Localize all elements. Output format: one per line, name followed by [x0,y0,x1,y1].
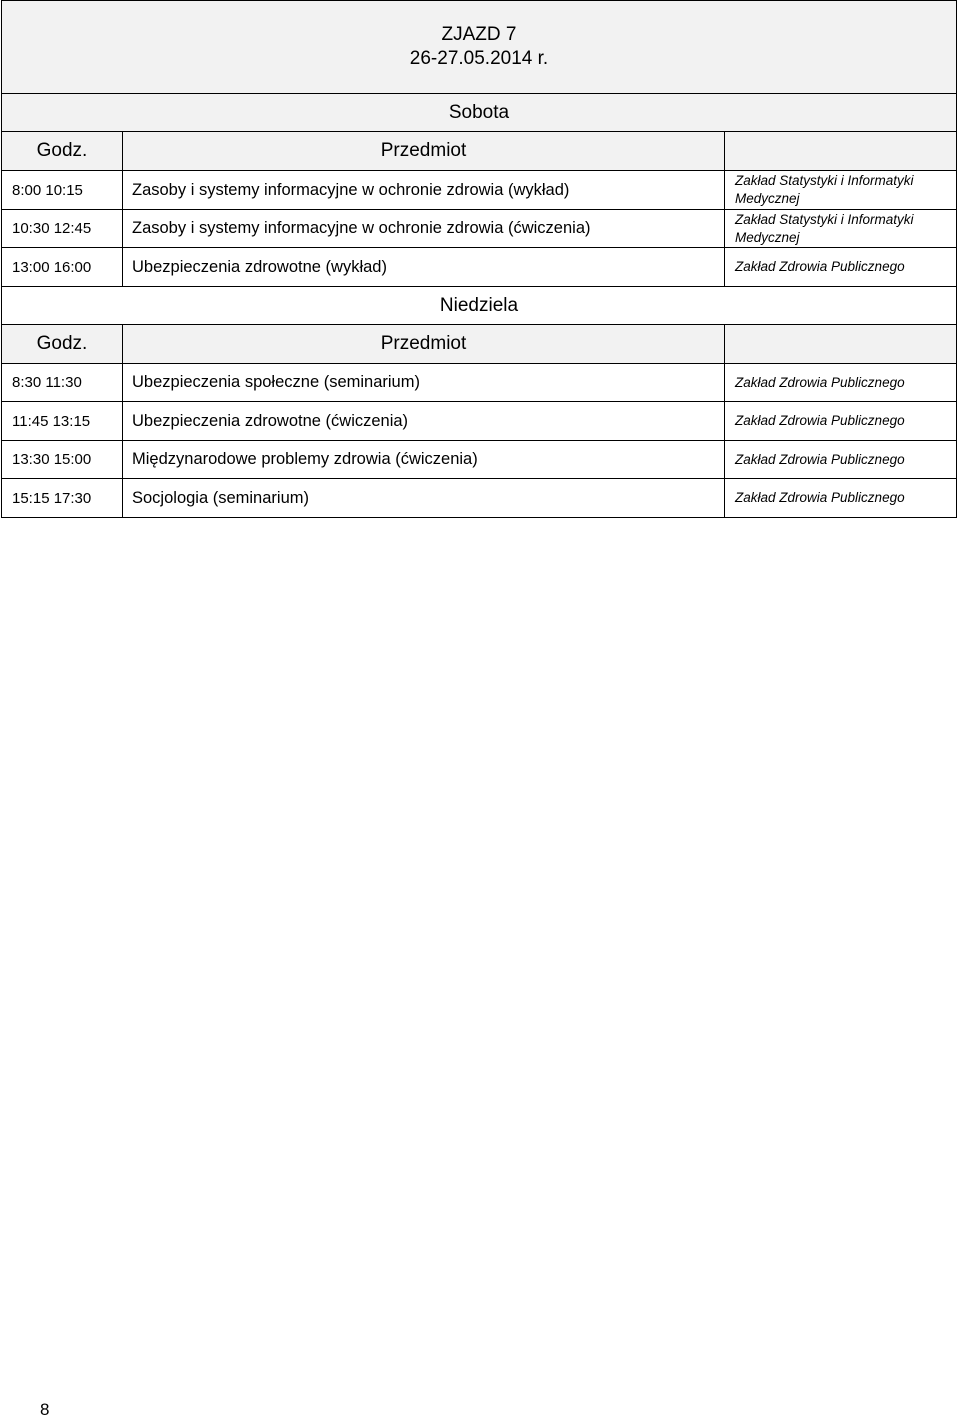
day-heading-saturday: Sobota [2,94,956,132]
row-dept: Zakład Zdrowia Publicznego [735,259,905,274]
schedule-table [1,0,957,518]
row-time: 13:30 15:00 [2,441,123,478]
column-header-dept [725,325,956,363]
row-subject: Zasoby i systemy informacyjne w ochronie zdrowia (ćwiczenia) [123,210,725,247]
table-row [2,479,956,517]
table-row [2,210,956,248]
page-number: 8 [40,1400,50,1419]
table-row [2,248,956,287]
schedule-title [2,1,956,94]
row-subject: Socjologia (seminarium) [123,479,725,517]
row-time: 11:45 13:15 [2,402,123,440]
column-header-subject: Przedmiot [123,132,725,170]
table-row [2,402,956,441]
row-dept: Zakład Zdrowia Publicznego [735,413,905,428]
title-line-1: ZJAZD 7 [441,24,517,45]
row-time: 8:30 11:30 [2,364,123,401]
row-dept: Zakład Zdrowia Publicznego [735,490,905,505]
table-row [2,364,956,402]
row-dept: Zakład Zdrowia Publicznego [735,374,905,390]
row-subject: Ubezpieczenia zdrowotne (wykład) [123,248,725,286]
row-dept: Zakład Zdrowia Publicznego [735,451,905,467]
row-time: 8:00 10:15 [2,171,123,209]
row-subject: Zasoby i systemy informacyjne w ochronie zdrowia (wykład) [123,171,725,209]
table-row [2,441,956,479]
row-time: 15:15 17:30 [2,479,123,517]
row-dept: Zakład Statystyki i Informatyki Medycznej [735,211,914,245]
column-header-row [2,325,956,364]
column-header-dept [725,132,956,170]
row-subject: Ubezpieczenia społeczne (seminarium) [123,364,725,401]
row-subject: Ubezpieczenia zdrowotne (ćwiczenia) [123,402,725,440]
row-subject: Międzynarodowe problemy zdrowia (ćwiczenia) [123,441,725,478]
title-line-2: 26-27.05.2014 r. [409,48,549,69]
column-header-subject: Przedmiot [123,325,725,363]
column-header-time: Godz. [2,325,123,363]
table-row [2,171,956,210]
row-dept: Zakład Statystyki i Informatyki Medycznej [735,173,914,206]
row-time: 13:00 16:00 [2,248,123,286]
column-header-row [2,132,956,171]
row-time: 10:30 12:45 [2,210,123,247]
day-heading-sunday: Niedziela [2,287,956,325]
column-header-time: Godz. [2,132,123,170]
